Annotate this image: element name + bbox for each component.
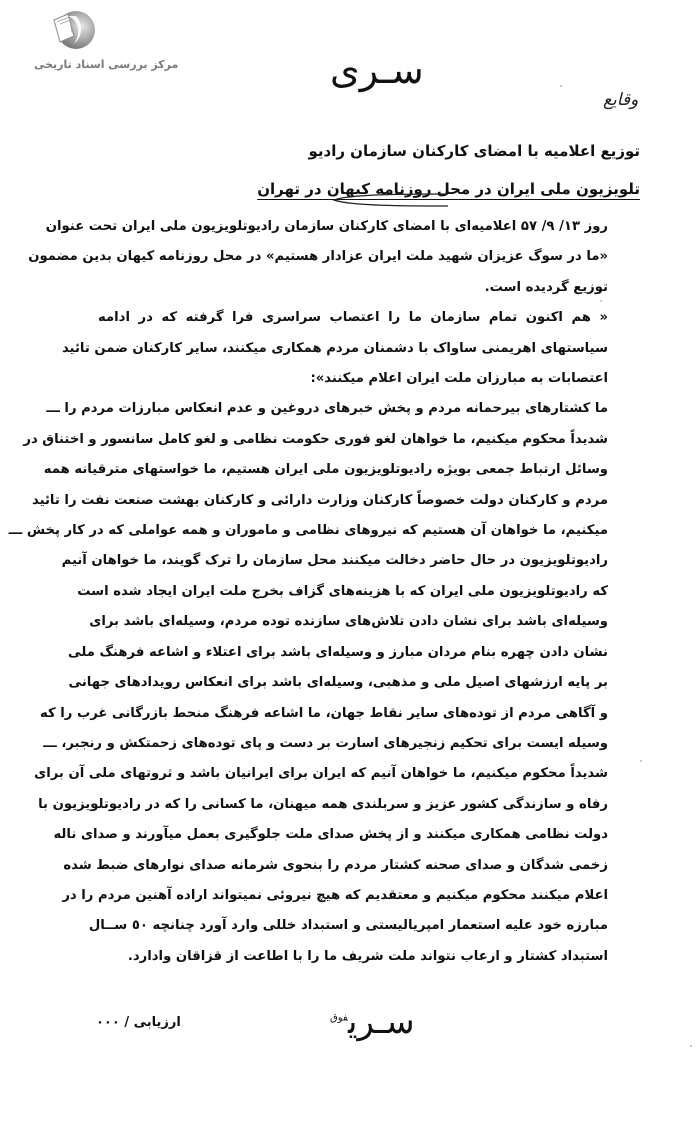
classification-stamp-top: سـری — [330, 48, 424, 92]
scan-speck — [600, 300, 602, 302]
body-line: توزیع گردیده است. — [484, 279, 608, 295]
document-body — [8, 212, 608, 972]
body-line: ما کشتارهای بیرحمانه مردم و پخش خبرهای دروغین و عدم انعکاس مبارزات مردم را ـــ — [46, 401, 608, 417]
margin-note: وقایع — [603, 90, 639, 110]
subject-line-1: توزیع اعلامیه با امضای کارکنان سازمان رادیو — [308, 142, 640, 160]
body-line: شدیداً محکوم میکنیم، ما خواهان آنیم که ایران برای ایرانیان باشد و ثروتهای ملی آن برای — [34, 766, 608, 782]
scan-speck — [560, 85, 562, 87]
body-line: وسیله‌ای باشد برای نشان دادن تلاش‌های سازنده توده مردم، وسیله‌ای باشد برای — [89, 614, 608, 630]
body-line: میکنیم، ما خواهان آن هستیم که نیروهای نظامی و ماموران و همه عواملی که در کار پخش ـــ — [8, 523, 608, 539]
subject-line-2: تلویزیون ملی ایران در محل روزنامه کیهان در تهران — [257, 180, 640, 198]
watermark-logo — [30, 6, 179, 86]
body-line: اعتصابات به مبارزان ملت ایران اعلام میکنند»: — [310, 371, 608, 387]
archive-book-crescent-icon — [48, 6, 96, 54]
body-line: استبداد کشتار و ارعاب نتواند ملت شریف ما را با اطاعت از قزاقان وادارد. — [127, 948, 608, 964]
scan-speck — [640, 760, 642, 762]
body-line: و آگاهی مردم از توده‌های سایر نقاط جهان، ما اشاعه فرهنگ منحط بازرگانی غرب را که — [39, 705, 608, 721]
body-line: بر پایه ارزشهای اصیل ملی و مذهبی، وسیله‌ای باشد برای انعکاس رویدادهای جهانی — [68, 675, 608, 691]
classification-stamp-bottom — [330, 1002, 415, 1042]
body-line: « هم اکنون تمام سازمان ما را اعتصاب سراسری فرا گرفته که در ادامه — [98, 310, 608, 326]
body-line: روز ۱۳/ ۹/ ۵۷ اعلامیه‌ای با امضای کارکنان سازمان رادیوتلویزیون ملی ایران تحت عنوان — [45, 219, 608, 234]
body-line: «ما در سوگ عزیزان شهید ملت ایران عزادار هستیم» در محل روزنامه کیهان بدین مضمون — [28, 249, 608, 265]
evaluation-note: ارزیابی / ۰۰۰ — [96, 1015, 181, 1030]
body-line: که رادیوتلویزیون ملی ایران که با هزینه‌های گزاف بخرج ملت ایران ایجاد شده است — [77, 583, 608, 599]
body-line: مردم و کارکنان دولت خصوصاً کارکنان وزارت دارائی و کارکنان بهشت صنعت نفت را تائید — [31, 492, 608, 508]
underline-flourish — [330, 190, 450, 210]
body-line: وسیله ایست برای تحکیم زنجیرهای اسارت بر دست و پای توده‌های زحمتکش و رنجبر، ـــ — [43, 735, 608, 751]
body-line: شدیداً محکوم میکنیم، ما خواهان لغو فوری حکومت نظامی و لغو کامل سانسور و اختناق در — [23, 431, 608, 447]
classification-prefix: فوق — [330, 1012, 348, 1024]
body-line: مبارزه خود علیه استعمار امپریالیستی و استبداد خللی وارد آورد چنانچه ٥٠ ســال — [88, 918, 608, 934]
body-line: نشان دادن چهره بنام مردان مبارز و وسیله‌ای باشد برای اعتلاء و اشاعه فرهنگ ملی — [68, 644, 608, 660]
scan-speck — [690, 1045, 692, 1047]
body-line: وسائل ارتباط جمعی بویژه رادیوتلویزیون ملی ایران هستیم، ما خواستهای مترقیانه همه — [43, 462, 608, 478]
body-line: رادیوتلویزیون در حال حاضر دخالت میکنند محل سازمان را ترک گویند، ما خواهان آنیم — [61, 553, 608, 569]
body-line: رفاه و سازندگی کشور عزیز و سربلندی همه میهنان، ما کسانی را که در رادیوتلویزیون با — [38, 796, 608, 812]
classification-text: سـری — [347, 1002, 415, 1042]
body-line: سیاستهای اهریمنی ساواک با دشمنان مردم همکاری میکنند، سایر کارکنان ضمن تائید — [61, 340, 608, 356]
org-name: مرکز بررسی اسناد تاریخی — [34, 58, 179, 71]
body-line: اعلام میکنند محکوم میکنیم و معتقدیم که هیچ نیروئی نمیتواند اراده آهنین مردم را در — [62, 887, 608, 903]
body-line: زخمی شدگان و صدای صحنه کشتار مردم را بنحوی شرمانه صدای نوارهای ضبط شده — [63, 857, 608, 873]
body-line: دولت نظامی همکاری میکنند و از پخش صدای ملت جلوگیری بعمل میآورند و صدای ناله — [53, 827, 608, 843]
